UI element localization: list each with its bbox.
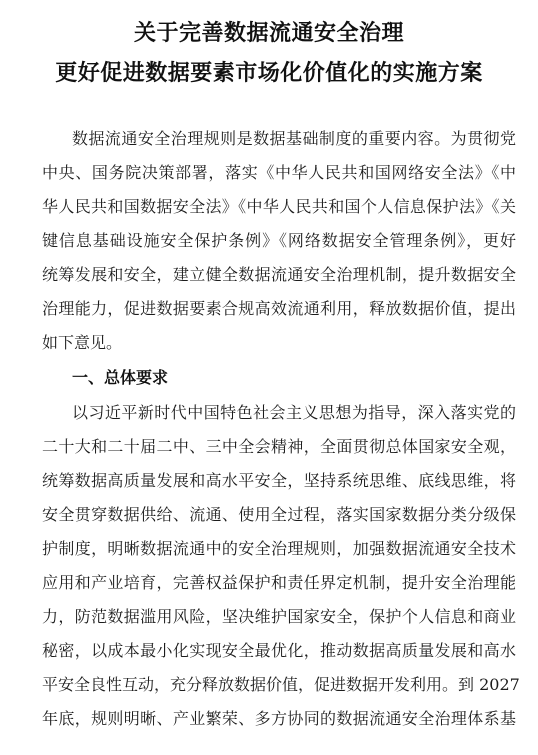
section-paragraph-line: 二十大和二十届二中、三中全会精神，全面贯彻总体国家安全观， (42, 437, 516, 456)
intro-paragraph-line: 中央、国务院决策部署，落实《中华人民共和国网络安全法》《中 (42, 163, 516, 182)
section-paragraph-line: 以习近平新时代中国特色社会主义思想为指导，深入落实党的 (72, 403, 516, 422)
section-paragraph-line: 安全贯穿数据供给、流通、使用全过程，落实国家数据分类分级保 (42, 505, 516, 524)
section-paragraph-line: 平安全良性互动，充分释放数据价值，促进数据开发利用。到 2027 (42, 675, 520, 694)
intro-paragraph-line: 如下意见。 (42, 333, 123, 352)
document-title-line-1: 关于完善数据流通安全治理 (133, 21, 404, 46)
intro-paragraph-line: 治理能力，促进数据要素合规高效流通利用，释放数据价值，提出 (42, 299, 516, 318)
intro-paragraph-line: 统筹发展和安全，建立健全数据流通安全治理机制，提升数据安全 (42, 265, 516, 284)
section-paragraph-line: 年底，规则明晰、产业繁荣、多方协同的数据流通安全治理体系基 (42, 709, 516, 728)
intro-paragraph-line: 数据流通安全治理规则是数据基础制度的重要内容。为贯彻党 (72, 129, 516, 148)
document-title-line-2: 更好促进数据要素市场化价值化的实施方案 (55, 61, 483, 86)
intro-paragraph-line: 华人民共和国数据安全法》《中华人民共和国个人信息保护法》《关 (42, 197, 516, 216)
section-paragraph-line: 护制度，明晰数据流通中的安全治理规则，加强数据流通安全技术 (42, 539, 516, 558)
section-heading: 一、总体要求 (72, 368, 169, 387)
section-paragraph-line: 力，防范数据滥用风险，坚决维护国家安全，保护个人信息和商业 (42, 607, 516, 626)
section-paragraph-line: 应用和产业培育，完善权益保护和责任界定机制，提升安全治理能 (42, 573, 516, 592)
intro-paragraph-line: 键信息基础设施安全保护条例》《网络数据安全管理条例》，更好 (42, 231, 516, 250)
section-paragraph-line: 秘密，以成本最小化实现安全最优化，推动数据高质量发展和高水 (42, 641, 516, 660)
section-paragraph-line: 统筹数据高质量发展和高水平安全，坚持系统思维、底线思维，将 (42, 471, 516, 490)
